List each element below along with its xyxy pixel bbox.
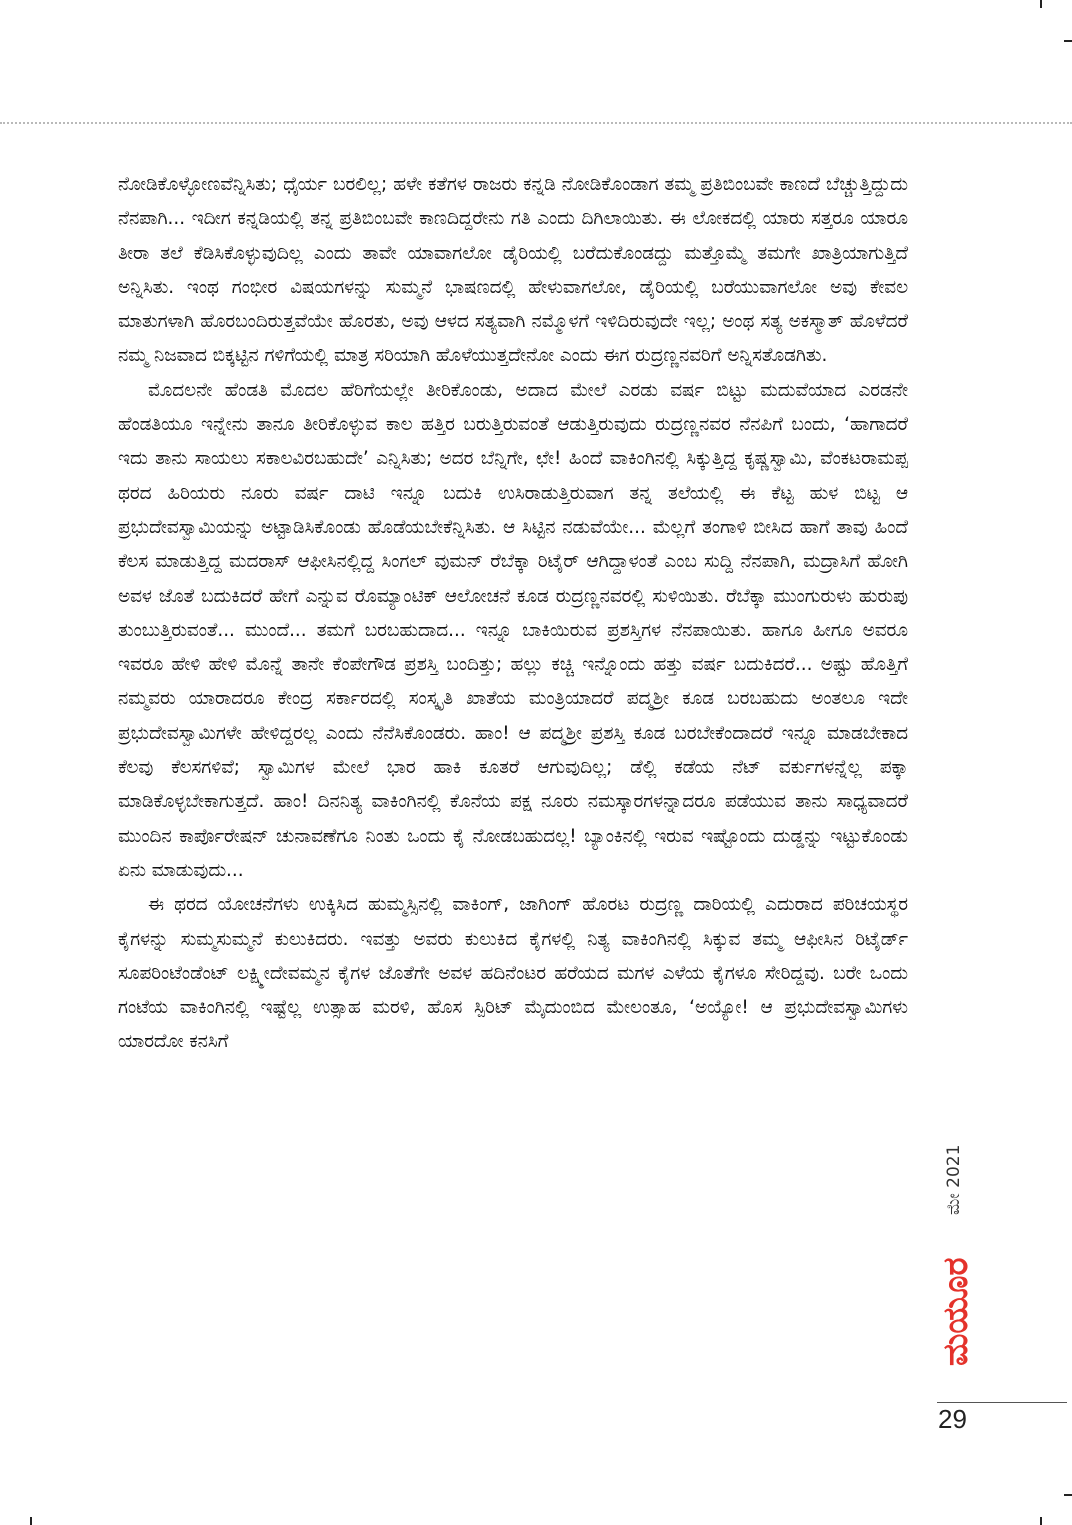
crop-mark-bottom-left [30, 1517, 32, 1525]
magazine-logo: ಮಯೂರ [936, 1257, 976, 1367]
paragraph: ನೋಡಿಕೊಳ್ಳೋಣವೆನ್ನಿಸಿತು; ಧೈರ್ಯ ಬರಲಿಲ್ಲ; ಹಳೇ ಕತೆಗಳ ರಾಜರು ಕನ್ನಡಿ ನೋಡಿಕೊಂಡಾಗ ತಮ್ಮ ಪ್ರತಿಬಿಂಬವೇ ಕಾಣದೆ ಬೆಚ್ಚುತ್ತಿದ್ದುದು ನೆನಪಾಗಿ... ಇದೀಗ ಕನ್ನಡಿಯಲ್ಲಿ ತನ್ನ ಪ್ರತಿಬಿಂಬವೇ ಕಾಣದಿದ್ದರೇನು ಗತಿ ಎಂದು ದಿಗಿಲಾಯಿತು. ಈ ಲೋಕದಲ್ಲಿ ಯಾರು ಸತ್ತರೂ ಯಾರೂ ತೀರಾ ತಲೆ ಕೆಡಿಸಿಕೊಳ್ಳುವುದಿಲ್ಲ ಎಂದು ತಾವೇ ಯಾವಾಗಲೋ ಡೈರಿಯಲ್ಲಿ ಬರೆದುಕೊಂಡದ್ದು ಮತ್ತೊಮ್ಮೆ ತಮಗೇ ಖಾತ್ರಿಯಾಗುತ್ತಿದೆ ಅನ್ನಿಸಿತು. ಇಂಥ ಗಂಭೀರ ವಿಷಯಗಳನ್ನು ಸುಮ್ಮನೆ ಭಾಷಣದಲ್ಲಿ ಹೇಳುವಾಗಲೋ, ಡೈರಿಯಲ್ಲಿ ಬರೆಯುವಾಗಲೋ ಅವು ಕೇವಲ ಮಾತುಗಳಾಗಿ ಹೊರಬಂದಿರುತ್ತವೆಯೇ ಹೊರತು, ಅವು ಆಳದ ಸತ್ಯವಾಗಿ ನಮ್ಮೊಳಗೆ ಇಳಿದಿರುವುದೇ ಇಲ್ಲ; ಅಂಥ ಸತ್ಯ ಅಕಸ್ಮಾತ್ ಹೊಳೆದರೆ ನಮ್ಮ ನಿಜವಾದ ಬಿಕ್ಕಟ್ಟಿನ ಗಳಿಗೆಯಲ್ಲಿ ಮಾತ್ರ ಸರಿಯಾಗಿ ಹೊಳೆಯುತ್ತದೇನೋ ಎಂದು ಈಗ ರುದ್ರಣ್ಣನವರಿಗೆ ಅನ್ನಿಸತೊಡಗಿತು. [118, 174, 908, 367]
paragraph: ಈ ಥರದ ಯೋಚನೆಗಳು ಉಕ್ಕಿಸಿದ ಹುಮ್ಮಸ್ಸಿನಲ್ಲಿ ವಾಕಿಂಗ್, ಜಾಗಿಂಗ್ ಹೊರಟ ರುದ್ರಣ್ಣ ದಾರಿಯಲ್ಲಿ ಎದುರಾದ ಪರಿಚಯಸ್ಥರ ಕೈಗಳನ್ನು ಸುಮ್ಮಸುಮ್ಮನೆ ಕುಲುಕಿದರು. ಇವತ್ತು ಅವರು ಕುಲುಕಿದ ಕೈಗಳಲ್ಲಿ ನಿತ್ಯ ವಾಕಿಂಗಿನಲ್ಲಿ ಸಿಕ್ಕುವ ತಮ್ಮ ಆಫೀಸಿನ ರಿಟೈರ್ಡ್ ಸೂಪರಿಂಟೆಂಡೆಂಟ್ ಲಕ್ಷ್ಮೀದೇವಮ್ಮನ ಕೈಗಳ ಜೊತೆಗೇ ಅವಳ ಹದಿನೆಂಟರ ಹರೆಯದ ಮಗಳ ಎಳೆಯ ಕೈಗಳೂ ಸೇರಿದ್ದವು. ಬರೇ ಒಂದು ಗಂಟೆಯ ವಾಕಿಂಗಿನಲ್ಲಿ ಇಷ್ಟೆಲ್ಲ ಉತ್ಸಾಹ ಮರಳಿ, ಹೊಸ ಸ್ಪಿರಿಟ್ ಮೈದುಂಬಿದ ಮೇಲಂತೂ, ‘ಅಯ್ಯೋ! ಆ ಪ್ರಭುದೇವಸ್ವಾಮಿಗಳು ಯಾರದೋ ಕನಸಿಗೆ [118, 894, 908, 1053]
crop-mark-bottom-right [1040, 1517, 1042, 1525]
crop-mark-top-right [1040, 0, 1042, 8]
issue-date: ಮೇ 2021 [944, 1144, 964, 1216]
crop-mark-top-right-h [1064, 40, 1072, 42]
paragraph: ಮೊದಲನೇ ಹೆಂಡತಿ ಮೊದಲ ಹೆರಿಗೆಯಲ್ಲೇ ತೀರಿಕೊಂಡು, ಅದಾದ ಮೇಲೆ ಎರಡು ವರ್ಷ ಬಿಟ್ಟು ಮದುವೆಯಾದ ಎರಡನೇ ಹೆಂಡತಿಯೂ ಇನ್ನೇನು ತಾನೂ ತೀರಿಕೊಳ್ಳುವ ಕಾಲ ಹತ್ತಿರ ಬರುತ್ತಿರುವಂತೆ ಆಡುತ್ತಿರುವುದು ರುದ್ರಣ್ಣನವರ ನೆನಪಿಗೆ ಬಂದು, ‘ಹಾಗಾದರೆ ಇದು ತಾನು ಸಾಯಲು ಸಕಾಲವಿರಬಹುದೇ’ ಎನ್ನಿಸಿತು; ಅದರ ಬೆನ್ನಿಗೇ, ಛೇ! ಹಿಂದೆ ವಾಕಿಂಗಿನಲ್ಲಿ ಸಿಕ್ಕುತ್ತಿದ್ದ ಕೃಷ್ಣಸ್ವಾಮಿ, ವೆಂಕಟರಾಮಪ್ಪ ಥರದ ಹಿರಿಯರು ನೂರು ವರ್ಷ ದಾಟಿ ಇನ್ನೂ ಬದುಕಿ ಉಸಿರಾಡುತ್ತಿರುವಾಗ ತನ್ನ ತಲೆಯಲ್ಲಿ ಈ ಕೆಟ್ಟ ಹುಳ ಬಿಟ್ಟ ಆ ಪ್ರಭುದೇವಸ್ವಾಮಿಯನ್ನು ಅಟ್ಟಾಡಿಸಿಕೊಂಡು ಹೊಡೆಯಬೇಕೆನ್ನಿಸಿತು. ಆ ಸಿಟ್ಟಿನ ನಡುವೆಯೇ... ಮೆಲ್ಲಗೆ ತಂಗಾಳಿ ಬೀಸಿದ ಹಾಗೆ ತಾವು ಹಿಂದೆ ಕೆಲಸ ಮಾಡುತ್ತಿದ್ದ ಮದರಾಸ್ ಆಫೀಸಿನಲ್ಲಿದ್ದ ಸಿಂಗಲ್ ವುಮನ್ ರೆಬೆಕ್ಕಾ ರಿಟೈರ್ ಆಗಿದ್ದಾಳಂತೆ ಎಂಬ ಸುದ್ದಿ ನೆನಪಾಗಿ, ಮದ್ರಾಸಿಗೆ ಹೋಗಿ ಅವಳ ಜೊತೆ ಬದುಕಿದರೆ ಹೇಗೆ ಎನ್ನುವ ರೊಮ್ಯಾಂಟಿಕ್ ಆಲೋಚನೆ ಕೂಡ ರುದ್ರಣ್ಣನವರಲ್ಲಿ ಸುಳಿಯಿತು. ರೆಬೆಕ್ಕಾ ಮುಂಗುರುಳು ಹುರುಪು ತುಂಬುತ್ತಿರುವಂತೆ... ಮುಂದೆ... ತಮಗೆ ಬರಬಹುದಾದ... ಇನ್ನೂ ಬಾಕಿಯಿರುವ ಪ್ರಶಸ್ತಿಗಳ ನೆನಪಾಯಿತು. ಹಾಗೂ ಹೀಗೂ ಅವರೂ ಇವರೂ ಹೇಳಿ ಹೇಳಿ ಮೊನ್ನೆ ತಾನೇ ಕೆಂಪೇಗೌಡ ಪ್ರಶಸ್ತಿ ಬಂದಿತ್ತು; ಹಲ್ಲು ಕಚ್ಚಿ ಇನ್ನೊಂದು ಹತ್ತು ವರ್ಷ ಬದುಕಿದರೆ... ಅಷ್ಟು ಹೊತ್ತಿಗೆ ನಮ್ಮವರು ಯಾರಾದರೂ ಕೇಂದ್ರ ಸರ್ಕಾರದಲ್ಲಿ ಸಂಸ್ಕೃತಿ ಖಾತೆಯ ಮಂತ್ರಿಯಾದರೆ ಪದ್ಮಶ್ರೀ ಕೂಡ ಬರಬಹುದು ಅಂತಲೂ ಇದೇ ಪ್ರಭುದೇವಸ್ವಾಮಿಗಳೇ ಹೇಳಿದ್ದರಲ್ಲ ಎಂದು ನೆನೆಸಿಕೊಂಡರು. ಹಾಂ! ಆ ಪದ್ಮಶ್ರೀ ಪ್ರಶಸ್ತಿ ಕೂಡ ಬರಬೇಕೆಂದಾದರೆ ಇನ್ನೂ ಮಾಡಬೇಕಾದ ಕೆಲವು ಕೆಲಸಗಳಿವೆ; ಸ್ವಾಮಿಗಳ ಮೇಲೆ ಭಾರ ಹಾಕಿ ಕೂತರೆ ಆಗುವುದಿಲ್ಲ; ಡೆಲ್ಲಿ ಕಡೆಯ ನೆಟ್ ವರ್ಕುಗಳನ್ನೆಲ್ಲ ಪಕ್ಕಾ ಮಾಡಿಕೊಳ್ಳಬೇಕಾಗುತ್ತದೆ. ಹಾಂ! ದಿನನಿತ್ಯ ವಾಕಿಂಗಿನಲ್ಲಿ ಕೊನೆಯ ಪಕ್ಷ ನೂರು ನಮಸ್ಕಾರಗಳನ್ನಾದರೂ ಪಡೆಯುವ ತಾನು ಸಾಧ್ಯವಾದರೆ ಮುಂದಿನ ಕಾರ್ಪೊರೇಷನ್ ಚುನಾವಣೆಗೂ ನಿಂತು ಒಂದು ಕೈ ನೋಡಬಹುದಲ್ಲ! ಬ್ಯಾಂಕಿನಲ್ಲಿ ಇರುವ ಇಷ್ಟೊಂದು ದುಡ್ಡನ್ನು ಇಟ್ಟುಕೊಂಡು ಏನು ಮಾಡುವುದು... [118, 379, 908, 881]
article-body [118, 168, 908, 1060]
crop-mark-bottom-right-h [1064, 1494, 1072, 1496]
folio-rule [937, 1402, 1067, 1403]
header-dotted-rule [0, 122, 1072, 124]
page-number: 29 [938, 1404, 967, 1434]
